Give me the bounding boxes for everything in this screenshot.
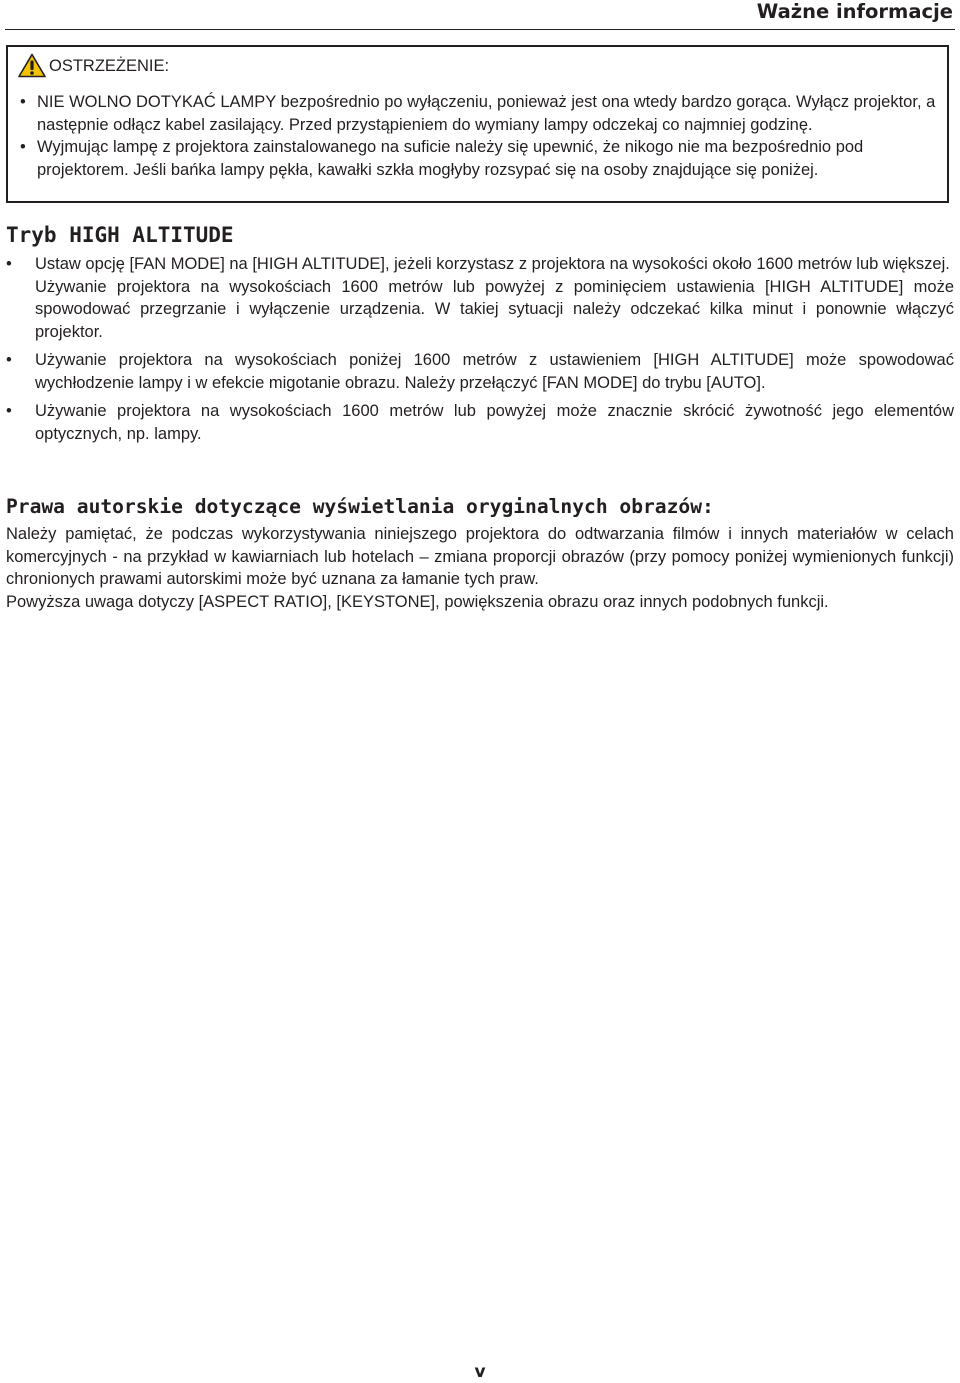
warning-box — [6, 45, 949, 203]
warning-item-text: NIE WOLNO DOTYKAĆ LAMPY bezpośrednio po wyłączeniu, ponieważ jest ona wtedy bardzo gorąca. Wyłącz projektor, a następnie odłącz kabel zasilający. Przed przystąpieniem do wymiany lampy odczekaj co najmniej godzinę. — [37, 93, 936, 134]
warning-item-text: Wyjmując lampę z projektora zainstalowanego na suficie należy się upewnić, że nikogo nie ma bezpośrednio pod projektorem. Jeśli bańka lampy pękła, kawałki szkła mogłyby rozsypać się na osoby znajdujące się poniżej. — [37, 138, 864, 179]
bullet-icon: • — [6, 255, 12, 273]
warning-item — [20, 91, 942, 136]
copyright-body — [6, 523, 954, 613]
copyright-paragraph: Powyższa uwaga dotyczy [ASPECT RATIO], [KEYSTONE], powiększenia obrazu oraz innych podobnych funkcji. — [6, 592, 829, 611]
bullet-icon: • — [6, 402, 12, 420]
list-item-text: Używanie projektora na wysokościach 1600 metrów lub powyżej może znacznie skrócić żywotność jego elementów optycznych, np. lampy. — [35, 402, 954, 443]
high-altitude-list — [6, 253, 954, 451]
list-item — [6, 400, 954, 445]
bullet-icon: • — [20, 138, 26, 156]
warning-label: OSTRZEŻENIE: — [49, 56, 170, 75]
warning-list — [20, 91, 942, 181]
copyright-heading: Prawa autorskie dotyczące wyświetlania oryginalnych obrazów: — [6, 495, 714, 518]
header-title: Ważne informacje — [756, 0, 953, 23]
page-number: v — [474, 1362, 486, 1382]
list-item — [6, 253, 954, 343]
list-item — [6, 349, 954, 394]
list-item-text: Używanie projektora na wysokościach 1600 metrów lub powyżej z pominięciem ustawienia [HIGH ALTITUDE] może spowodować przegrzanie i wyłączenie urządzenia. W takiej sytuacji należy odczekać kilka minut i ponownie włączyć projektor. — [35, 277, 954, 341]
list-item-text: Używanie projektora na wysokościach poniżej 1600 metrów z ustawieniem [HIGH ALTITUDE] może spowodować wychłodzenie lampy i w efekcie migotanie obrazu. Należy przełączyć [FAN MODE] do trybu [AUTO]. — [35, 351, 954, 392]
warning-triangle-icon — [18, 53, 46, 78]
copyright-paragraph: Należy pamiętać, że podczas wykorzystywania niniejszego projektora do odtwarzania filmów i innych materiałów w celach komercyjnych - na przykład w kawiarniach lub hotelach – zmiana proporcji obrazów (przy pomocy poniżej wymienionych funkcji) chronionych prawami autorskimi może być uznana za łamanie tych praw. — [6, 525, 954, 588]
warning-item — [20, 136, 942, 181]
bullet-icon: • — [20, 93, 26, 111]
high-altitude-heading: Tryb HIGH ALTITUDE — [6, 223, 234, 247]
warning-heading — [18, 53, 169, 78]
list-item-text: Ustaw opcję [FAN MODE] na [HIGH ALTITUDE], jeżeli korzystasz z projektora na wysokości około 1600 metrów lub większej. — [35, 255, 950, 273]
header-rule — [5, 29, 955, 30]
bullet-icon: • — [6, 351, 12, 369]
